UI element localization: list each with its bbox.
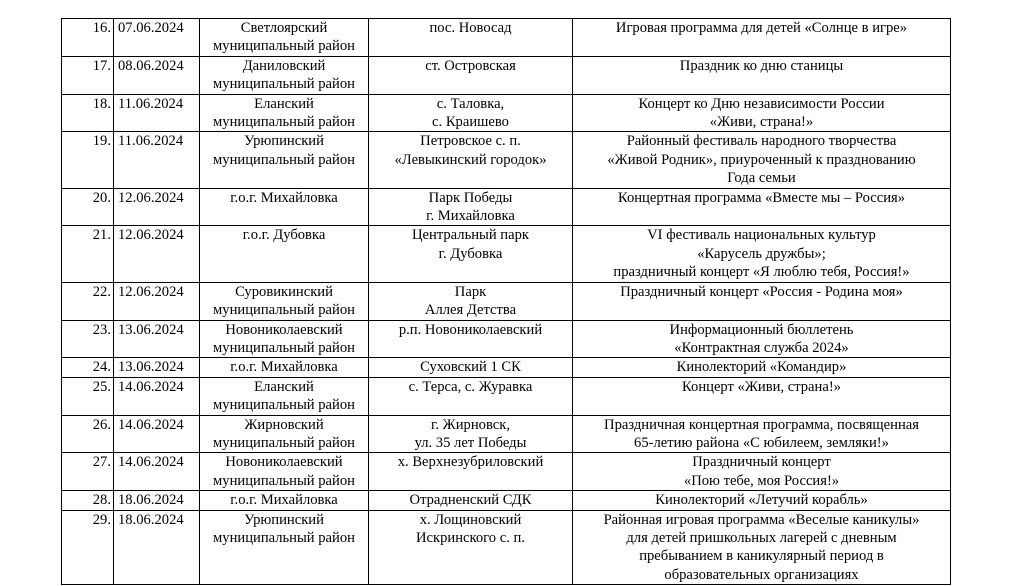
table-row [62, 188, 951, 226]
venue-name: Суховский 1 СК [369, 358, 573, 377]
row-number: 21. [62, 226, 114, 282]
row-number: 20. [62, 188, 114, 226]
row-number: 23. [62, 320, 114, 358]
event-title: Игровая программа для детей «Солнце в игре» [573, 19, 951, 57]
event-title: Праздничная концертная программа, посвященная 65-летию района «С юбилеем, земляки!» [573, 415, 951, 453]
row-number: 19. [62, 132, 114, 188]
district-name: Урюпинский муниципальный район [200, 510, 369, 585]
venue-name: Отрадненский СДК [369, 491, 573, 510]
table-row [62, 19, 951, 57]
district-name: Новониколаевский муниципальный район [200, 320, 369, 358]
table-row [62, 282, 951, 320]
row-number: 26. [62, 415, 114, 453]
district-name: Светлоярский муниципальный район [200, 19, 369, 57]
district-name: Еланский муниципальный район [200, 94, 369, 132]
table-row [62, 320, 951, 358]
table-row [62, 377, 951, 415]
venue-name: х. Лощиновский Искринского с. п. [369, 510, 573, 585]
table-row [62, 453, 951, 491]
event-title: Праздничный концерт «Россия - Родина моя» [573, 282, 951, 320]
event-title: Информационный бюллетень «Контрактная служба 2024» [573, 320, 951, 358]
event-date: 18.06.2024 [114, 491, 200, 510]
row-number: 22. [62, 282, 114, 320]
venue-name: Петровское с. п. «Левыкинский городок» [369, 132, 573, 188]
event-date: 14.06.2024 [114, 453, 200, 491]
event-date: 11.06.2024 [114, 132, 200, 188]
venue-name: г. Жирновск, ул. 35 лет Победы [369, 415, 573, 453]
event-title: Районный фестиваль народного творчества «Живой Родник», приуроченный к празднованию Года семьи [573, 132, 951, 188]
row-number: 16. [62, 19, 114, 57]
venue-name: Центральный парк г. Дубовка [369, 226, 573, 282]
district-name: г.о.г. Михайловка [200, 491, 369, 510]
event-date: 11.06.2024 [114, 94, 200, 132]
table-row [62, 358, 951, 377]
event-title: Кинолекторий «Летучий корабль» [573, 491, 951, 510]
row-number: 25. [62, 377, 114, 415]
row-number: 18. [62, 94, 114, 132]
events-table-body [62, 19, 951, 585]
venue-name: с. Таловка, с. Краишево [369, 94, 573, 132]
event-title: Кинолекторий «Командир» [573, 358, 951, 377]
table-row [62, 510, 951, 585]
district-name: г.о.г. Михайловка [200, 358, 369, 377]
venue-name: р.п. Новониколаевский [369, 320, 573, 358]
event-title: Концертная программа «Вместе мы – Россия» [573, 188, 951, 226]
event-title: VI фестиваль национальных культур «Карусель дружбы»; праздничный концерт «Я люблю тебя, Россия!» [573, 226, 951, 282]
table-row [62, 491, 951, 510]
venue-name: Парк Победы г. Михайловка [369, 188, 573, 226]
event-title: Концерт ко Дню независимости России «Живи, страна!» [573, 94, 951, 132]
district-name: Урюпинский муниципальный район [200, 132, 369, 188]
event-date: 12.06.2024 [114, 282, 200, 320]
row-number: 17. [62, 56, 114, 94]
event-title: Концерт «Живи, страна!» [573, 377, 951, 415]
district-name: Жирновский муниципальный район [200, 415, 369, 453]
row-number: 24. [62, 358, 114, 377]
table-row [62, 415, 951, 453]
district-name: Еланский муниципальный район [200, 377, 369, 415]
events-table [61, 18, 951, 585]
event-date: 14.06.2024 [114, 377, 200, 415]
district-name: г.о.г. Михайловка [200, 188, 369, 226]
event-title: Праздничный концерт «Пою тебе, моя Россия!» [573, 453, 951, 491]
event-date: 14.06.2024 [114, 415, 200, 453]
table-row [62, 226, 951, 282]
event-date: 12.06.2024 [114, 188, 200, 226]
event-date: 13.06.2024 [114, 320, 200, 358]
district-name: Новониколаевский муниципальный район [200, 453, 369, 491]
event-title: Районная игровая программа «Веселые каникулы» для детей пришкольных лагерей с дневным пребыванием в каникулярный период в образовательных организациях [573, 510, 951, 585]
district-name: Даниловский муниципальный район [200, 56, 369, 94]
event-date: 08.06.2024 [114, 56, 200, 94]
table-row [62, 132, 951, 188]
event-date: 12.06.2024 [114, 226, 200, 282]
event-title: Праздник ко дню станицы [573, 56, 951, 94]
venue-name: Парк Аллея Детства [369, 282, 573, 320]
venue-name: х. Верхнезубриловский [369, 453, 573, 491]
table-row [62, 94, 951, 132]
event-date: 18.06.2024 [114, 510, 200, 585]
event-date: 07.06.2024 [114, 19, 200, 57]
event-date: 13.06.2024 [114, 358, 200, 377]
row-number: 27. [62, 453, 114, 491]
venue-name: ст. Островская [369, 56, 573, 94]
row-number: 29. [62, 510, 114, 585]
venue-name: с. Терса, с. Журавка [369, 377, 573, 415]
row-number: 28. [62, 491, 114, 510]
district-name: Суровикинский муниципальный район [200, 282, 369, 320]
district-name: г.о.г. Дубовка [200, 226, 369, 282]
venue-name: пос. Новосад [369, 19, 573, 57]
table-row [62, 56, 951, 94]
